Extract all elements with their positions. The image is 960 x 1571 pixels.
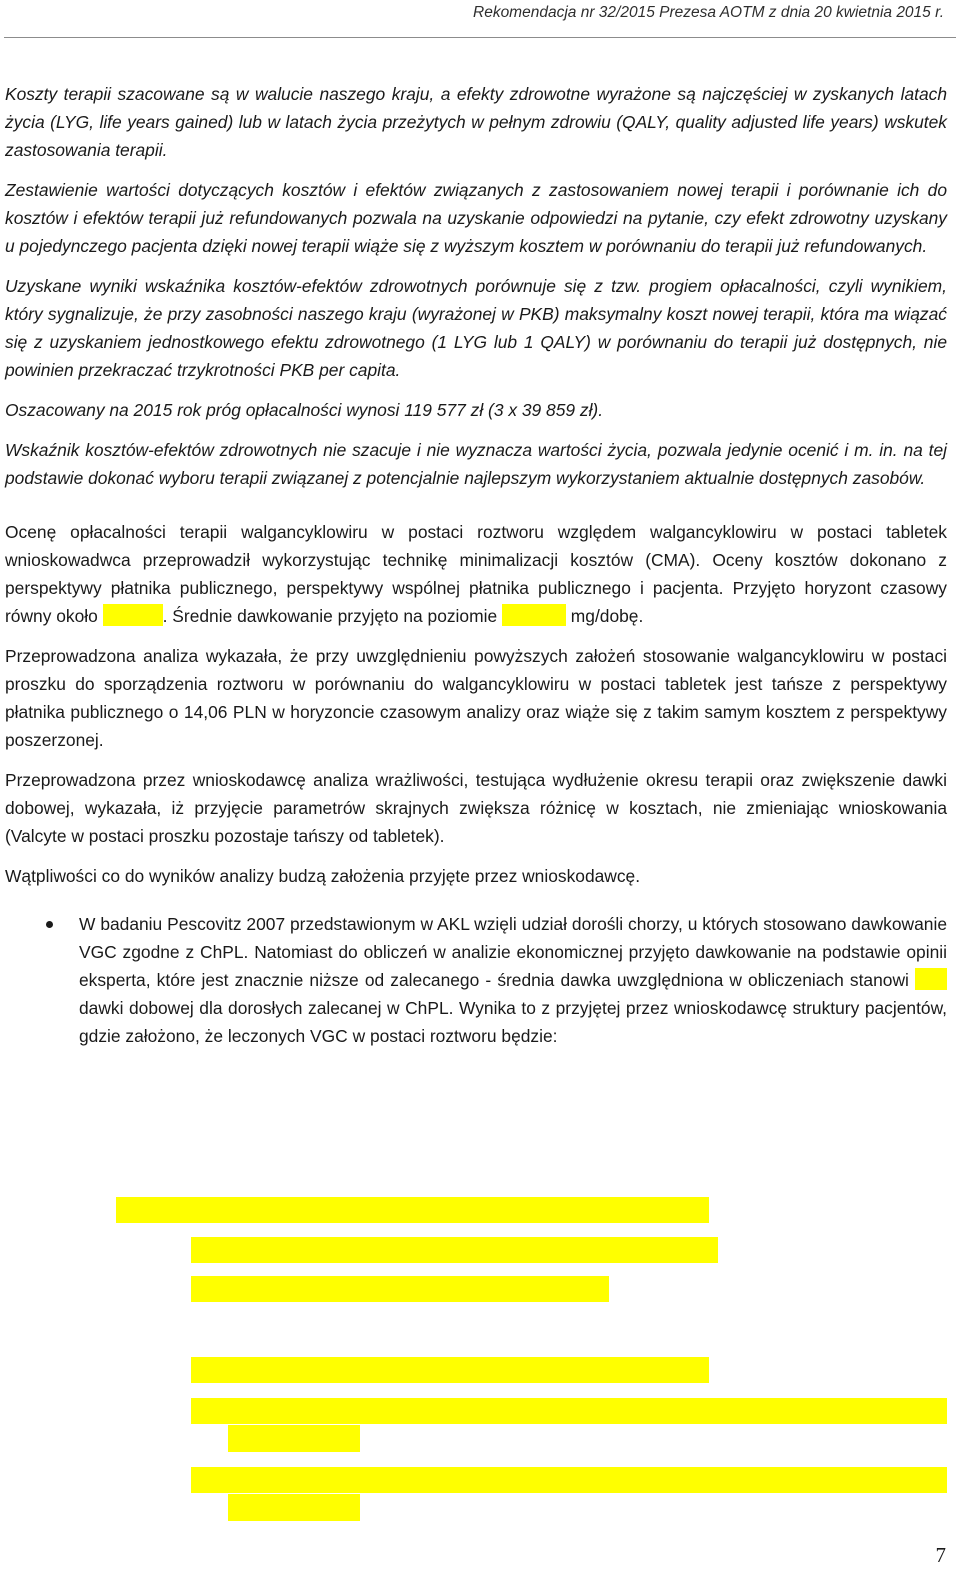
bullet-text-part-1: W badaniu Pescovitz 2007 przedstawionym w AKL wzięli udział dorośli chorzy, u których stosowano dawkowanie VGC zgodne z ChPL. Natomiast do obliczeń w analizie ekonomicznej przyjęto dawkowanie na podstawie opinii eksperta, które jest znacznie niższe od zalecanego - średnia dawka uwzględniona w obliczeniach stanowi — [79, 914, 947, 990]
page-number: 7 — [935, 1543, 946, 1567]
document-body — [5, 80, 947, 1050]
cma-text-part-1: Ocenę opłacalności terapii walgancyklowiru w postaci roztworu względem walgancyklowiru w postaci tabletek wnioskowadwca przeprowadził wykorzystując technikę minimalizacji kosztów (CMA). Oceny kosztów dokonano z perspektywy płatnika publicznego, perspektywy wspólnej płatnika publicznego i pacjenta. Przyjęto horyzont czasowy równy około — [5, 522, 947, 626]
paragraph-sensitivity-analysis: Przeprowadzona przez wnioskodawcę analiza wrażliwości, testująca wydłużenie okresu terapii oraz zwiększenie dawki dobowej, wykazała, iż przyjęcie parametrów skrajnych zwiększa różnicę w kosztach, nie zmieniając wnioskowania (Valcyte w postaci proszku pozostaje tańszy od tabletek). — [5, 770, 947, 846]
paragraph-doubts: Wątpliwości co do wyników analizy budzą założenia przyjęte przez wnioskodawcę. — [5, 866, 641, 886]
redaction-block — [191, 1357, 709, 1383]
cma-text-part-3: mg/dobę. — [565, 606, 644, 626]
paragraph-threshold: Uzyskane wyniki wskaźnika kosztów-efektów zdrowotnych porównuje się z tzw. progiem opłacalności, czyli wynikiem, który sygnalizuje, że przy zasobności naszego kraju (wyrażonej w PKB) maksymalny koszt nowej terapii, która ma wiązać się z uzyskaniem jednostkowego efektu zdrowotnego (1 LYG lub 1 QALY) w porównaniu do terapii już dostępnych, nie powinien przekraczać trzykrotności PKB per capita. — [5, 276, 947, 380]
redaction-block — [191, 1276, 609, 1302]
redacted-dose-fraction — [915, 968, 947, 990]
paragraph-threshold-value: Oszacowany na 2015 rok próg opłacalności wynosi 119 577 zł (3 x 39 859 zł). — [5, 400, 604, 420]
redaction-block — [228, 1494, 360, 1521]
paragraph-icer-note: Wskaźnik kosztów-efektów zdrowotnych nie szacuje i nie wyznacza wartości życia, pozwala jedynie ocenić i m. in. na tej podstawie dokonać wyboru terapii związanej z potencjalnie najlepszym wykorzystaniem aktualnie dostępnych zasobów. — [5, 440, 947, 488]
redacted-time-horizon — [103, 604, 163, 626]
bullet-text-part-2: dawki dobowej dla dorosłych zalecanej w ChPL. Wynika to z przyjętej przez wnioskodawcę struktury pacjentów, gdzie założono, że leczonych VGC w postaci roztworu będzie: — [79, 998, 947, 1046]
redaction-block — [191, 1398, 947, 1424]
redaction-block — [116, 1197, 709, 1223]
bullet-item-pescovitz — [5, 910, 947, 1050]
paragraph-cma-assessment — [5, 518, 947, 630]
redacted-dosage — [502, 604, 566, 626]
paragraph-analysis-result: Przeprowadzona analiza wykazała, że przy uwzględnieniu powyższych założeń stosowanie walgancyklowiru w postaci proszku do sporządzenia roztworu w porównaniu do walgancyklowiru w postaci tabletek jest tańsze z perspektywy płatnika publicznego o 14,06 PLN w horyzoncie czasowym analizy oraz wiąże się z takim samym kosztem z perspektywy poszerzonej. — [5, 646, 947, 750]
redaction-block — [228, 1425, 360, 1452]
document-header: Rekomendacja nr 32/2015 Prezesa AOTM z dnia 20 kwietnia 2015 r. — [473, 4, 944, 21]
redaction-block — [191, 1467, 947, 1493]
cma-text-part-2: . Średnie dawkowanie przyjęto na poziomie — [162, 606, 502, 626]
header-divider — [4, 37, 956, 38]
paragraph-cost-comparison: Zestawienie wartości dotyczących kosztów i efektów związanych z zastosowaniem nowej terapii i porównanie ich do kosztów i efektów terapii już refundowanych pozwala na uzyskanie odpowiedzi na pytanie, czy efekt zdrowotny uzyskany u pojedynczego pacjenta dzięki nowej terapii wiąże się z wyższym kosztem w porównaniu do terapii już refundowanych. — [5, 180, 947, 256]
bullet-icon — [46, 921, 53, 928]
redaction-block — [191, 1237, 718, 1263]
paragraph-cost-units: Koszty terapii szacowane są w walucie naszego kraju, a efekty zdrowotne wyrażone są najczęściej w zyskanych latach życia (LYG, life years gained) lub w latach życia przeżytych w pełnym zdrowiu (QALY, quality adjusted life years) wskutek zastosowania terapii. — [5, 84, 947, 160]
